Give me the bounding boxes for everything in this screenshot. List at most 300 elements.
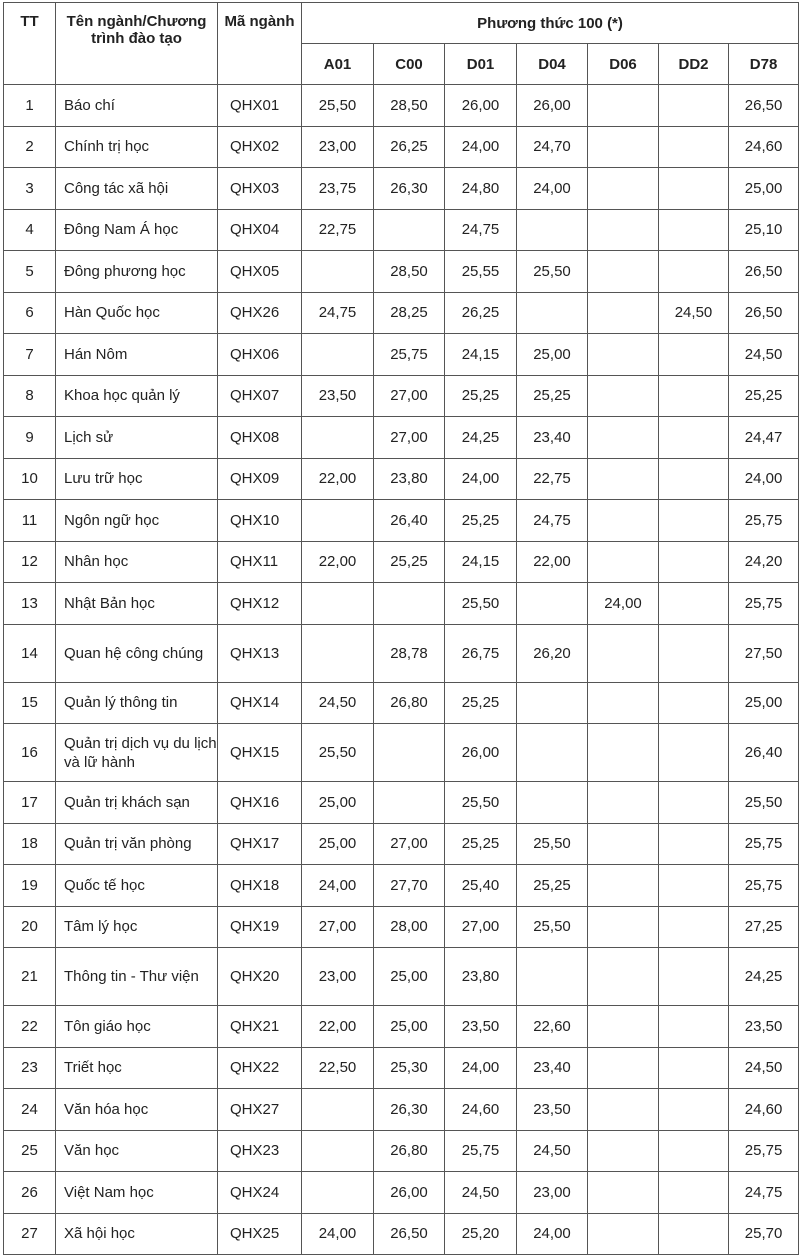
program-code: QHX17 bbox=[218, 823, 302, 865]
program-name: Việt Nam học bbox=[56, 1172, 218, 1214]
score-a01: 24,75 bbox=[302, 292, 374, 334]
header-tt: TT bbox=[4, 3, 56, 85]
table-row bbox=[4, 906, 799, 948]
score-d78: 24,50 bbox=[729, 334, 799, 376]
program-code: QHX01 bbox=[218, 85, 302, 127]
score-d04: 23,50 bbox=[517, 1089, 588, 1131]
table-row bbox=[4, 782, 799, 824]
score-d78: 25,25 bbox=[729, 375, 799, 417]
score-d78: 24,50 bbox=[729, 1047, 799, 1089]
score-a01: 25,50 bbox=[302, 724, 374, 782]
score-d78: 25,50 bbox=[729, 782, 799, 824]
score-a01 bbox=[302, 624, 374, 682]
score-d06: 24,00 bbox=[588, 583, 659, 625]
score-d06 bbox=[588, 906, 659, 948]
program-code: QHX15 bbox=[218, 724, 302, 782]
program-name: Công tác xã hội bbox=[56, 168, 218, 210]
score-d06 bbox=[588, 251, 659, 293]
score-d04: 22,00 bbox=[517, 541, 588, 583]
score-c00: 26,80 bbox=[374, 682, 445, 724]
score-d06 bbox=[588, 948, 659, 1006]
score-dd2 bbox=[659, 500, 729, 542]
score-c00 bbox=[374, 724, 445, 782]
score-a01: 24,00 bbox=[302, 865, 374, 907]
score-d01: 25,50 bbox=[445, 583, 517, 625]
score-d06 bbox=[588, 458, 659, 500]
score-d78: 25,00 bbox=[729, 168, 799, 210]
score-d04: 25,50 bbox=[517, 251, 588, 293]
row-number: 12 bbox=[4, 541, 56, 583]
score-dd2 bbox=[659, 541, 729, 583]
score-d78: 24,20 bbox=[729, 541, 799, 583]
program-code: QHX04 bbox=[218, 209, 302, 251]
score-dd2 bbox=[659, 724, 729, 782]
score-d01: 26,25 bbox=[445, 292, 517, 334]
score-dd2 bbox=[659, 948, 729, 1006]
score-dd2 bbox=[659, 251, 729, 293]
score-d01: 25,55 bbox=[445, 251, 517, 293]
row-number: 3 bbox=[4, 168, 56, 210]
row-number: 2 bbox=[4, 126, 56, 168]
program-code: QHX26 bbox=[218, 292, 302, 334]
program-name: Nhân học bbox=[56, 541, 218, 583]
program-name: Lịch sử bbox=[56, 417, 218, 459]
score-dd2 bbox=[659, 334, 729, 376]
header-method: Phương thức 100 (*) bbox=[302, 3, 799, 44]
score-d01: 25,50 bbox=[445, 782, 517, 824]
program-name: Đông Nam Á học bbox=[56, 209, 218, 251]
row-number: 22 bbox=[4, 1006, 56, 1048]
score-d78: 25,75 bbox=[729, 500, 799, 542]
row-number: 25 bbox=[4, 1130, 56, 1172]
score-c00 bbox=[374, 209, 445, 251]
score-d04 bbox=[517, 209, 588, 251]
score-dd2 bbox=[659, 906, 729, 948]
program-name: Khoa học quản lý bbox=[56, 375, 218, 417]
score-d01: 25,25 bbox=[445, 682, 517, 724]
score-a01: 23,00 bbox=[302, 948, 374, 1006]
score-dd2 bbox=[659, 1006, 729, 1048]
score-c00: 25,75 bbox=[374, 334, 445, 376]
score-d01: 25,25 bbox=[445, 500, 517, 542]
score-d78: 27,25 bbox=[729, 906, 799, 948]
row-number: 4 bbox=[4, 209, 56, 251]
program-code: QHX02 bbox=[218, 126, 302, 168]
score-d01: 24,00 bbox=[445, 458, 517, 500]
row-number: 7 bbox=[4, 334, 56, 376]
score-d04: 24,00 bbox=[517, 168, 588, 210]
program-name: Quản trị khách sạn bbox=[56, 782, 218, 824]
score-d04: 26,00 bbox=[517, 85, 588, 127]
row-number: 5 bbox=[4, 251, 56, 293]
program-code: QHX14 bbox=[218, 682, 302, 724]
table-row bbox=[4, 1006, 799, 1048]
program-code: QHX16 bbox=[218, 782, 302, 824]
score-dd2 bbox=[659, 168, 729, 210]
score-d01: 25,25 bbox=[445, 375, 517, 417]
score-c00: 28,25 bbox=[374, 292, 445, 334]
score-dd2 bbox=[659, 1172, 729, 1214]
score-d04: 25,25 bbox=[517, 865, 588, 907]
score-dd2 bbox=[659, 1130, 729, 1172]
score-dd2 bbox=[659, 823, 729, 865]
row-number: 19 bbox=[4, 865, 56, 907]
score-d06 bbox=[588, 1089, 659, 1131]
score-d06 bbox=[588, 375, 659, 417]
score-c00: 26,25 bbox=[374, 126, 445, 168]
score-c00: 26,00 bbox=[374, 1172, 445, 1214]
row-number: 20 bbox=[4, 906, 56, 948]
score-d06 bbox=[588, 1172, 659, 1214]
score-d01: 24,15 bbox=[445, 541, 517, 583]
program-name: Nhật Bản học bbox=[56, 583, 218, 625]
score-d01: 24,80 bbox=[445, 168, 517, 210]
score-a01 bbox=[302, 1089, 374, 1131]
program-code: QHX23 bbox=[218, 1130, 302, 1172]
score-d78: 25,75 bbox=[729, 1130, 799, 1172]
score-d01: 25,40 bbox=[445, 865, 517, 907]
program-code: QHX18 bbox=[218, 865, 302, 907]
score-d01: 24,50 bbox=[445, 1172, 517, 1214]
program-code: QHX05 bbox=[218, 251, 302, 293]
score-d78: 25,75 bbox=[729, 823, 799, 865]
table-row bbox=[4, 375, 799, 417]
score-a01: 22,00 bbox=[302, 458, 374, 500]
score-d01: 26,00 bbox=[445, 724, 517, 782]
program-name: Tâm lý học bbox=[56, 906, 218, 948]
table-row bbox=[4, 1172, 799, 1214]
score-d01: 25,75 bbox=[445, 1130, 517, 1172]
score-a01: 22,00 bbox=[302, 541, 374, 583]
score-d78: 24,75 bbox=[729, 1172, 799, 1214]
score-c00: 27,00 bbox=[374, 375, 445, 417]
score-d04: 22,60 bbox=[517, 1006, 588, 1048]
score-a01: 25,50 bbox=[302, 85, 374, 127]
score-d04: 23,40 bbox=[517, 417, 588, 459]
table-row bbox=[4, 85, 799, 127]
score-d78: 26,50 bbox=[729, 292, 799, 334]
score-dd2 bbox=[659, 865, 729, 907]
table-row bbox=[4, 458, 799, 500]
row-number: 8 bbox=[4, 375, 56, 417]
score-c00: 25,30 bbox=[374, 1047, 445, 1089]
score-a01: 24,50 bbox=[302, 682, 374, 724]
score-dd2 bbox=[659, 209, 729, 251]
score-dd2 bbox=[659, 126, 729, 168]
score-d06 bbox=[588, 500, 659, 542]
score-a01 bbox=[302, 334, 374, 376]
table-row bbox=[4, 168, 799, 210]
score-d06 bbox=[588, 782, 659, 824]
score-a01: 22,00 bbox=[302, 1006, 374, 1048]
header-block-d04: D04 bbox=[517, 44, 588, 85]
score-a01: 24,00 bbox=[302, 1213, 374, 1255]
score-d06 bbox=[588, 823, 659, 865]
score-a01: 23,00 bbox=[302, 126, 374, 168]
header-block-dd2: DD2 bbox=[659, 44, 729, 85]
table-row bbox=[4, 865, 799, 907]
score-d01: 26,00 bbox=[445, 85, 517, 127]
score-d01: 24,60 bbox=[445, 1089, 517, 1131]
row-number: 23 bbox=[4, 1047, 56, 1089]
header-block-c00: C00 bbox=[374, 44, 445, 85]
score-a01: 23,75 bbox=[302, 168, 374, 210]
program-code: QHX24 bbox=[218, 1172, 302, 1214]
table-row bbox=[4, 500, 799, 542]
header-name: Tên ngành/Chương trình đào tạo bbox=[56, 3, 218, 85]
row-number: 9 bbox=[4, 417, 56, 459]
score-d04 bbox=[517, 724, 588, 782]
row-number: 15 bbox=[4, 682, 56, 724]
score-d06 bbox=[588, 1213, 659, 1255]
score-d78: 25,10 bbox=[729, 209, 799, 251]
program-code: QHX21 bbox=[218, 1006, 302, 1048]
score-d78: 24,60 bbox=[729, 1089, 799, 1131]
score-d78: 26,40 bbox=[729, 724, 799, 782]
score-d01: 24,00 bbox=[445, 1047, 517, 1089]
score-d78: 26,50 bbox=[729, 85, 799, 127]
score-d06 bbox=[588, 168, 659, 210]
score-d06 bbox=[588, 682, 659, 724]
table-row bbox=[4, 541, 799, 583]
program-name: Quản trị dịch vụ du lịch và lữ hành bbox=[56, 724, 218, 782]
row-number: 18 bbox=[4, 823, 56, 865]
score-d04: 24,70 bbox=[517, 126, 588, 168]
score-d06 bbox=[588, 209, 659, 251]
score-c00: 26,80 bbox=[374, 1130, 445, 1172]
score-d01: 24,00 bbox=[445, 126, 517, 168]
table-row bbox=[4, 624, 799, 682]
score-c00: 26,30 bbox=[374, 168, 445, 210]
table-row bbox=[4, 724, 799, 782]
score-dd2 bbox=[659, 1047, 729, 1089]
score-dd2 bbox=[659, 458, 729, 500]
program-code: QHX06 bbox=[218, 334, 302, 376]
score-d04: 26,20 bbox=[517, 624, 588, 682]
score-d78: 26,50 bbox=[729, 251, 799, 293]
score-d78: 24,47 bbox=[729, 417, 799, 459]
program-name: Quốc tế học bbox=[56, 865, 218, 907]
score-d01: 25,25 bbox=[445, 823, 517, 865]
score-d01: 27,00 bbox=[445, 906, 517, 948]
score-dd2 bbox=[659, 782, 729, 824]
program-code: QHX27 bbox=[218, 1089, 302, 1131]
program-name: Xã hội học bbox=[56, 1213, 218, 1255]
score-d78: 25,00 bbox=[729, 682, 799, 724]
score-d04: 25,25 bbox=[517, 375, 588, 417]
score-dd2: 24,50 bbox=[659, 292, 729, 334]
program-name: Đông phương học bbox=[56, 251, 218, 293]
score-d04: 23,00 bbox=[517, 1172, 588, 1214]
score-d04 bbox=[517, 948, 588, 1006]
score-d06 bbox=[588, 334, 659, 376]
score-d78: 25,75 bbox=[729, 865, 799, 907]
program-name: Hán Nôm bbox=[56, 334, 218, 376]
score-a01: 22,75 bbox=[302, 209, 374, 251]
score-d06 bbox=[588, 1006, 659, 1048]
score-d04: 24,75 bbox=[517, 500, 588, 542]
score-d04 bbox=[517, 782, 588, 824]
program-name: Thông tin - Thư viện bbox=[56, 948, 218, 1006]
score-c00: 26,50 bbox=[374, 1213, 445, 1255]
score-d78: 24,25 bbox=[729, 948, 799, 1006]
score-c00: 27,00 bbox=[374, 417, 445, 459]
score-dd2 bbox=[659, 682, 729, 724]
score-c00: 23,80 bbox=[374, 458, 445, 500]
score-d04 bbox=[517, 583, 588, 625]
table-row bbox=[4, 292, 799, 334]
score-c00 bbox=[374, 782, 445, 824]
score-d06 bbox=[588, 624, 659, 682]
table-row bbox=[4, 682, 799, 724]
score-d01: 23,50 bbox=[445, 1006, 517, 1048]
program-code: QHX12 bbox=[218, 583, 302, 625]
program-code: QHX20 bbox=[218, 948, 302, 1006]
score-a01 bbox=[302, 1130, 374, 1172]
row-number: 17 bbox=[4, 782, 56, 824]
program-name: Triết học bbox=[56, 1047, 218, 1089]
table-row bbox=[4, 209, 799, 251]
table-row bbox=[4, 334, 799, 376]
program-code: QHX11 bbox=[218, 541, 302, 583]
score-d04: 23,40 bbox=[517, 1047, 588, 1089]
row-number: 24 bbox=[4, 1089, 56, 1131]
table-row bbox=[4, 1130, 799, 1172]
score-d06 bbox=[588, 1047, 659, 1089]
score-a01: 25,00 bbox=[302, 782, 374, 824]
score-d01: 24,15 bbox=[445, 334, 517, 376]
program-code: QHX10 bbox=[218, 500, 302, 542]
header-block-a01: A01 bbox=[302, 44, 374, 85]
score-d04 bbox=[517, 292, 588, 334]
score-d01: 26,75 bbox=[445, 624, 517, 682]
program-code: QHX13 bbox=[218, 624, 302, 682]
score-d01: 24,75 bbox=[445, 209, 517, 251]
score-c00: 28,78 bbox=[374, 624, 445, 682]
row-number: 11 bbox=[4, 500, 56, 542]
row-number: 21 bbox=[4, 948, 56, 1006]
score-c00: 27,70 bbox=[374, 865, 445, 907]
score-dd2 bbox=[659, 375, 729, 417]
score-d06 bbox=[588, 724, 659, 782]
score-d06 bbox=[588, 85, 659, 127]
program-name: Báo chí bbox=[56, 85, 218, 127]
score-dd2 bbox=[659, 417, 729, 459]
score-a01: 23,50 bbox=[302, 375, 374, 417]
row-number: 26 bbox=[4, 1172, 56, 1214]
program-code: QHX07 bbox=[218, 375, 302, 417]
score-c00: 28,00 bbox=[374, 906, 445, 948]
score-d01: 25,20 bbox=[445, 1213, 517, 1255]
admission-scores-table bbox=[3, 2, 799, 1255]
table-row bbox=[4, 126, 799, 168]
score-d06 bbox=[588, 1130, 659, 1172]
row-number: 6 bbox=[4, 292, 56, 334]
row-number: 16 bbox=[4, 724, 56, 782]
header-block-d78: D78 bbox=[729, 44, 799, 85]
table-row bbox=[4, 1213, 799, 1255]
score-c00: 25,00 bbox=[374, 948, 445, 1006]
score-d06 bbox=[588, 417, 659, 459]
score-dd2 bbox=[659, 583, 729, 625]
score-d78: 24,00 bbox=[729, 458, 799, 500]
score-d04 bbox=[517, 682, 588, 724]
score-dd2 bbox=[659, 1213, 729, 1255]
score-c00: 28,50 bbox=[374, 85, 445, 127]
score-c00: 26,30 bbox=[374, 1089, 445, 1131]
program-name: Quản trị văn phòng bbox=[56, 823, 218, 865]
score-a01 bbox=[302, 583, 374, 625]
program-name: Văn học bbox=[56, 1130, 218, 1172]
program-name: Tôn giáo học bbox=[56, 1006, 218, 1048]
table-row bbox=[4, 417, 799, 459]
program-name: Lưu trữ học bbox=[56, 458, 218, 500]
header-block-d01: D01 bbox=[445, 44, 517, 85]
score-dd2 bbox=[659, 1089, 729, 1131]
program-name: Văn hóa học bbox=[56, 1089, 218, 1131]
table-row bbox=[4, 1047, 799, 1089]
score-a01 bbox=[302, 251, 374, 293]
program-name: Chính trị học bbox=[56, 126, 218, 168]
table-row bbox=[4, 948, 799, 1006]
score-c00: 27,00 bbox=[374, 823, 445, 865]
score-a01: 27,00 bbox=[302, 906, 374, 948]
score-a01: 22,50 bbox=[302, 1047, 374, 1089]
program-name: Hàn Quốc học bbox=[56, 292, 218, 334]
score-d04: 25,50 bbox=[517, 823, 588, 865]
score-d06 bbox=[588, 865, 659, 907]
table-body bbox=[4, 85, 799, 1255]
score-d04: 25,00 bbox=[517, 334, 588, 376]
program-code: QHX08 bbox=[218, 417, 302, 459]
header-block-d06: D06 bbox=[588, 44, 659, 85]
table-row bbox=[4, 251, 799, 293]
program-code: QHX22 bbox=[218, 1047, 302, 1089]
program-name: Quản lý thông tin bbox=[56, 682, 218, 724]
score-a01 bbox=[302, 417, 374, 459]
score-dd2 bbox=[659, 85, 729, 127]
score-d78: 25,70 bbox=[729, 1213, 799, 1255]
score-a01 bbox=[302, 500, 374, 542]
program-code: QHX09 bbox=[218, 458, 302, 500]
score-d78: 27,50 bbox=[729, 624, 799, 682]
score-c00: 25,25 bbox=[374, 541, 445, 583]
score-a01: 25,00 bbox=[302, 823, 374, 865]
score-a01 bbox=[302, 1172, 374, 1214]
score-c00: 28,50 bbox=[374, 251, 445, 293]
score-c00: 26,40 bbox=[374, 500, 445, 542]
score-dd2 bbox=[659, 624, 729, 682]
score-d78: 23,50 bbox=[729, 1006, 799, 1048]
score-c00: 25,00 bbox=[374, 1006, 445, 1048]
score-c00 bbox=[374, 583, 445, 625]
row-number: 1 bbox=[4, 85, 56, 127]
score-d06 bbox=[588, 541, 659, 583]
table-row bbox=[4, 1089, 799, 1131]
score-d06 bbox=[588, 126, 659, 168]
score-d04: 22,75 bbox=[517, 458, 588, 500]
score-d04: 24,00 bbox=[517, 1213, 588, 1255]
row-number: 14 bbox=[4, 624, 56, 682]
program-name: Ngôn ngữ học bbox=[56, 500, 218, 542]
row-number: 13 bbox=[4, 583, 56, 625]
score-d78: 25,75 bbox=[729, 583, 799, 625]
score-d04: 24,50 bbox=[517, 1130, 588, 1172]
score-d78: 24,60 bbox=[729, 126, 799, 168]
row-number: 27 bbox=[4, 1213, 56, 1255]
score-d06 bbox=[588, 292, 659, 334]
row-number: 10 bbox=[4, 458, 56, 500]
